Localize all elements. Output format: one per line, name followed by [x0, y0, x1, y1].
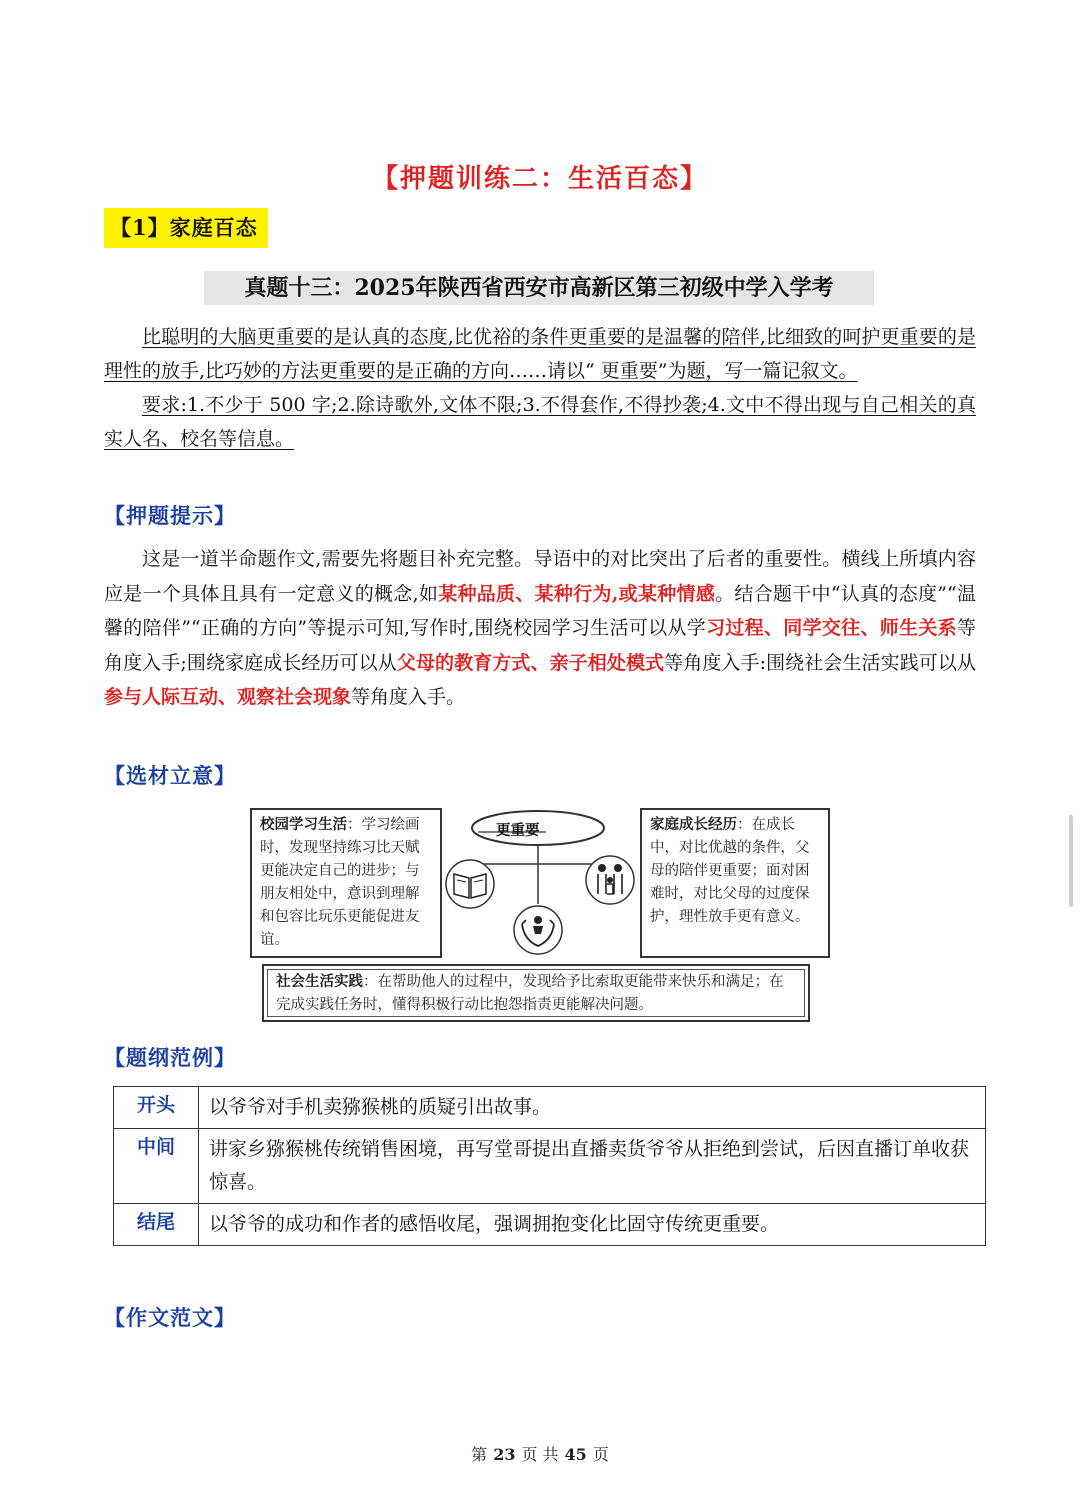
campus-life-box [250, 808, 442, 958]
book-icon [446, 860, 494, 908]
hint-heading: 【押题提示】 [104, 503, 236, 528]
outline-heading: 【题纲范例】 [104, 1045, 236, 1070]
outline-key: 开头 [114, 1087, 199, 1129]
campus-life-title: 校园学习生活 [260, 817, 347, 833]
table-row [114, 1129, 986, 1204]
outline-value: 以爷爷的成功和作者的感悟收尾，强调拥抱变化比固守传统更重要。 [199, 1204, 986, 1246]
hint-text: 等角度入手:围绕社会生活实践可以从 [664, 651, 976, 674]
essay-prompt [104, 320, 976, 456]
page-number: 23 [493, 1445, 516, 1464]
outline-value: 以爷爷对手机卖猕猴桃的质疑引出故事。 [199, 1087, 986, 1129]
hint-body [104, 542, 976, 715]
campus-life-text: ：学习绘画时，发现坚持练习比天赋更能决定自己的进步；与朋友相处中，意识到理解和包容比玩乐更能促进友谊。 [260, 817, 420, 948]
hint-keyword: 习过程、同学交往、师生关系 [706, 617, 957, 639]
family-growth-text: ：在成长中，对比优越的条件，父母的陪伴更重要；面对困难时，对比父母的过度保护，理性放手更有意义。 [650, 817, 810, 925]
social-practice-box [262, 964, 810, 1022]
outline-key: 中间 [114, 1129, 199, 1204]
hint-text: 等角度入手。 [351, 686, 466, 708]
footer-text: 页 [592, 1445, 609, 1464]
center-label: 更重要 [496, 823, 540, 839]
prompt-requirements: 要求:1.不少于 500 字;2.除诗歌外,文体不限;3.不得套作,不得抄袭;4.文中不得出现与自己相关的真实人名、校名等信息。 [104, 394, 976, 450]
family-icon [586, 856, 634, 904]
outline-key: 结尾 [114, 1204, 199, 1246]
social-practice-text: ：在帮助他人的过程中，发现给予比索取更能带来快乐和满足；在完成实践任务时，懂得积极行动比抱怨指责更能解决问题。 [276, 974, 784, 1013]
hint-text: 等角度入手;围绕家庭成长经历可以从 [104, 617, 976, 674]
page-total: 45 [564, 1445, 587, 1464]
hint-keyword: 某种品质、某种行为,或某种情感 [438, 582, 716, 605]
helping-hands-icon [514, 906, 562, 954]
hint-keyword: 父母的教育方式、亲子相处模式 [396, 651, 665, 674]
outline-table [113, 1086, 986, 1246]
table-row [114, 1204, 986, 1246]
outline-value: 讲家乡猕猴桃传统销售困境，再写堂哥提出直播卖货爷爷从拒绝到尝试，后因直播订单收获惊喜。 [199, 1129, 986, 1204]
family-growth-title: 家庭成长经历 [650, 817, 737, 833]
prompt-text: 比聪明的大脑更重要的是认真的态度,比优裕的条件更重要的是温馨的陪伴,比细致的呵护更重要的是理性的放手,比巧妙的方法更重要的是正确的方向……请以“ 更重要”为题，写一篇记叙文。 [104, 326, 976, 382]
exam-title: 真题十三：2025年陕西省西安市高新区第三初级中学入学考 [204, 271, 874, 305]
hint-text: 。结合题干中“认真的态度”“温馨的陪伴”“正确的方向”等提示可知,写作时,围绕校园学习生活可以从学 [104, 582, 976, 639]
page-title: 【押题训练二：生活百态】 [371, 164, 708, 194]
social-practice-title: 社会生活实践 [276, 974, 363, 990]
scrollbar[interactable] [1069, 815, 1073, 907]
material-heading: 【选材立意】 [104, 763, 236, 788]
family-growth-box [640, 808, 830, 958]
material-diagram [250, 808, 842, 1022]
hint-keyword: 参与人际互动、观察社会现象 [104, 686, 352, 708]
footer-text: 页 共 [521, 1445, 559, 1464]
table-row [114, 1087, 986, 1129]
footer-text: 第 [471, 1445, 488, 1464]
essay-heading: 【作文范文】 [104, 1305, 236, 1330]
hint-text: 这是一道半命题作文,需要先将题目补充完整。导语中的对比突出了后者的重要性。横线上所填内容应是一个具体且具有一定意义的概念,如 [104, 548, 976, 605]
page-footer [0, 1442, 1080, 1465]
section-heading: 【1】家庭百态 [104, 208, 268, 248]
